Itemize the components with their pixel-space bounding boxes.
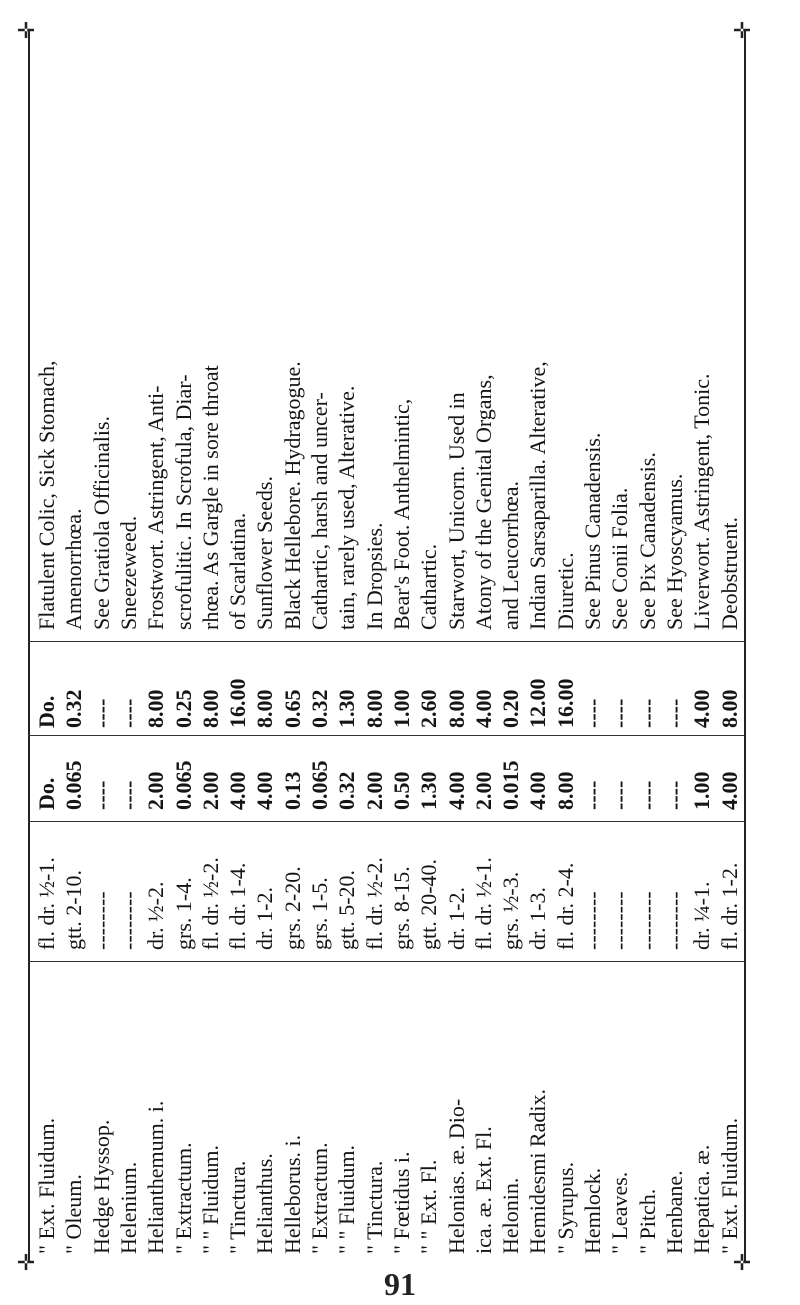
price-small-cell: 0.32 bbox=[334, 771, 360, 810]
drug-name-cell: " Pitch. bbox=[634, 1188, 660, 1254]
dose-cell: gtt. 2-10. bbox=[61, 869, 87, 950]
rotated-page bbox=[15, 20, 756, 1272]
properties-cell: rhœa. As Gargle in sore throat bbox=[197, 365, 223, 630]
properties-cell: Frostwort. Astringent, Anti- bbox=[143, 385, 169, 630]
price-large-cell: 0.25 bbox=[170, 689, 196, 728]
dose-cell: dr. 1-2. bbox=[252, 887, 278, 950]
table-row bbox=[689, 30, 714, 1262]
dose-cell: grs. 1-4. bbox=[170, 877, 196, 950]
price-small-cell: ---- bbox=[580, 780, 605, 810]
corner-cross-icon: ✛ bbox=[15, 1252, 40, 1272]
dose-cell: -------- bbox=[580, 891, 605, 950]
drug-name-cell: Helianthus. bbox=[252, 1153, 278, 1254]
price-large-cell: 16.00 bbox=[225, 678, 251, 728]
properties-cell: See Gratiola Officinalis. bbox=[88, 415, 114, 630]
dose-cell: fl. dr. ½-1. bbox=[470, 857, 496, 950]
properties-cell: Indian Sarsaparilla. Alterative, bbox=[525, 361, 551, 630]
table-row bbox=[607, 30, 632, 1262]
price-large-cell: 4.00 bbox=[689, 689, 715, 728]
price-large-cell: 12.00 bbox=[525, 678, 551, 728]
price-small-cell: 4.00 bbox=[252, 771, 278, 810]
corner-cross-icon: ✛ bbox=[731, 20, 756, 40]
price-large-cell: 0.65 bbox=[279, 689, 305, 728]
price-large-cell: 4.00 bbox=[470, 689, 496, 728]
price-large-cell: 16.00 bbox=[552, 678, 578, 728]
dose-cell: fl. dr. 1-4. bbox=[225, 862, 251, 950]
table-row bbox=[334, 30, 359, 1262]
properties-cell: Cathartic, harsh and uncer- bbox=[307, 392, 332, 630]
drug-name-cell: " Fœtidus i. bbox=[388, 1151, 414, 1254]
drug-name-cell: " Extractum. bbox=[170, 1142, 196, 1254]
price-small-cell: 2.00 bbox=[197, 771, 223, 810]
properties-cell: Deobstruent. bbox=[716, 516, 742, 630]
price-large-cell: ---- bbox=[661, 698, 687, 728]
dose-cell: dr. 1-3. bbox=[525, 887, 551, 950]
properties-cell: Black Hellebore. Hydragogue. bbox=[279, 361, 305, 630]
price-small-cell: ---- bbox=[661, 780, 687, 810]
drug-name-cell: Hemidesmi Radix. bbox=[525, 1089, 551, 1254]
price-large-cell: 8.00 bbox=[143, 689, 169, 728]
drug-name-cell: Hemlock. bbox=[580, 1167, 605, 1254]
page-number: 91 bbox=[384, 1266, 416, 1302]
price-small-cell: 2.00 bbox=[470, 771, 496, 810]
table-row bbox=[662, 30, 687, 1262]
price-large-cell: 8.00 bbox=[252, 689, 278, 728]
table-row bbox=[61, 30, 86, 1262]
dose-cell: grs. 1-5. bbox=[307, 877, 332, 950]
corner-cross-icon: ✛ bbox=[731, 1252, 756, 1272]
properties-cell: Sneezeweed. bbox=[115, 515, 141, 630]
dose-cell: fl. dr. 2-4. bbox=[552, 862, 578, 950]
drug-name-cell: " Tinctura. bbox=[225, 1160, 251, 1254]
price-small-cell: ---- bbox=[88, 780, 114, 810]
table-row bbox=[416, 30, 441, 1262]
table-row bbox=[116, 30, 141, 1262]
dose-cell: grs. ½-3. bbox=[498, 871, 524, 950]
table-row bbox=[444, 30, 469, 1262]
price-small-cell: 0.50 bbox=[388, 771, 414, 810]
drug-name-cell: Helianthemum. i. bbox=[143, 1100, 169, 1254]
price-small-cell: ---- bbox=[634, 780, 660, 810]
dose-cell: fl. dr. ½-2. bbox=[197, 857, 223, 950]
table-row bbox=[307, 30, 332, 1262]
table-row bbox=[389, 30, 414, 1262]
drug-name-cell: " Ext. Fluidum. bbox=[716, 1117, 742, 1254]
price-large-cell: ---- bbox=[580, 698, 605, 728]
table-row bbox=[89, 30, 114, 1262]
drug-name-cell: " " Fluidum. bbox=[334, 1144, 360, 1254]
price-small-cell: 1.00 bbox=[689, 771, 715, 810]
price-small-cell: ---- bbox=[607, 780, 633, 810]
properties-cell: Bear's Foot. Anthelmintic, bbox=[388, 398, 414, 630]
price-small-cell: 4.00 bbox=[716, 771, 742, 810]
price-large-cell: 1.00 bbox=[388, 689, 414, 728]
table-row bbox=[252, 30, 277, 1262]
properties-cell: Flatulent Colic, Sick Stomach, bbox=[34, 360, 59, 630]
table-row bbox=[471, 30, 496, 1262]
table-row bbox=[34, 30, 59, 1262]
price-large-cell: 1.30 bbox=[334, 689, 360, 728]
table-row bbox=[717, 30, 742, 1262]
price-small-cell: 0.13 bbox=[279, 771, 305, 810]
properties-cell: Liverwort. Astringent, Tonic. bbox=[689, 373, 715, 630]
price-small-cell: 2.00 bbox=[143, 771, 169, 810]
properties-cell: Amenorrhœa. bbox=[61, 508, 87, 630]
price-large-cell: Do. bbox=[34, 695, 59, 728]
drug-name-cell: Helonias. æ. Dio- bbox=[443, 1098, 469, 1254]
dose-cell: -------- bbox=[634, 891, 660, 950]
dose-cell: -------- bbox=[88, 891, 114, 950]
price-large-cell: ---- bbox=[115, 698, 141, 728]
dose-cell: dr. ½-2. bbox=[143, 881, 169, 950]
table-row bbox=[553, 30, 578, 1262]
table-row bbox=[280, 30, 305, 1262]
properties-cell: Starwort, Unicorn. Used in bbox=[443, 392, 469, 630]
dose-cell: gtt. 20-40. bbox=[416, 858, 442, 950]
dose-cell: grs. 2-20. bbox=[279, 866, 305, 950]
dose-cell: dr. 1-2. bbox=[443, 887, 469, 950]
price-small-cell: 4.00 bbox=[225, 771, 251, 810]
dose-cell: fl. dr. 1-2. bbox=[716, 862, 742, 950]
price-large-cell: 0.20 bbox=[498, 689, 524, 728]
dose-cell: gtt. 5-20. bbox=[334, 869, 360, 950]
price-small-cell: 0.015 bbox=[498, 760, 524, 810]
properties-cell: scrofulitic. In Scrofula, Diar- bbox=[170, 374, 196, 630]
price-large-cell: 2.60 bbox=[416, 689, 442, 728]
table-row bbox=[498, 30, 523, 1262]
properties-cell: Atony of the Genital Organs, bbox=[470, 374, 496, 630]
drug-name-cell: " Oleum. bbox=[61, 1174, 87, 1254]
price-large-cell: ---- bbox=[88, 698, 114, 728]
price-small-cell: 0.065 bbox=[61, 760, 87, 810]
drug-name-cell: " " Ext. Fl. bbox=[416, 1159, 442, 1254]
properties-cell: Cathartic. bbox=[416, 543, 442, 630]
drug-name-cell: Helenium. bbox=[115, 1161, 141, 1254]
properties-cell: See Conii Folia. bbox=[607, 487, 633, 630]
table-row bbox=[143, 30, 168, 1262]
properties-cell: See Hyoscyamus. bbox=[661, 473, 687, 630]
table-row bbox=[362, 30, 387, 1262]
drug-name-cell: " Ext. Fluidum. bbox=[34, 1117, 59, 1254]
price-small-cell: 8.00 bbox=[552, 771, 578, 810]
properties-cell: tain, rarely used, Alterative. bbox=[334, 385, 360, 630]
properties-cell: Diuretic. bbox=[552, 552, 578, 630]
price-small-cell: 0.065 bbox=[170, 760, 196, 810]
price-large-cell: 0.32 bbox=[307, 689, 332, 728]
drug-name-cell: " Syrupus. bbox=[552, 1161, 578, 1254]
properties-cell: See Pinus Canadensis. bbox=[580, 432, 605, 630]
price-large-cell: 8.00 bbox=[197, 689, 223, 728]
drug-name-cell: Hedge Hyssop. bbox=[88, 1119, 114, 1254]
table-row bbox=[525, 30, 550, 1262]
price-large-cell: 8.00 bbox=[716, 689, 742, 728]
dose-cell: dr. ¼-1. bbox=[689, 881, 715, 950]
dose-cell: fl. dr. ½-2. bbox=[361, 857, 387, 950]
table-row bbox=[225, 30, 250, 1262]
dose-cell: -------- bbox=[115, 891, 141, 950]
properties-cell: and Leucorrhœa. bbox=[498, 480, 524, 630]
drug-name-cell: Helleborus. i. bbox=[279, 1134, 305, 1254]
dose-cell: -------- bbox=[607, 891, 633, 950]
drug-name-cell: Henbane. bbox=[661, 1170, 687, 1254]
price-small-cell: 2.00 bbox=[361, 771, 387, 810]
properties-cell: See Pix Canadensis. bbox=[634, 452, 660, 630]
price-large-cell: 8.00 bbox=[361, 689, 387, 728]
properties-cell: Sunflower Seeds. bbox=[252, 476, 278, 630]
dose-cell: fl. dr. ½-1. bbox=[34, 857, 59, 950]
corner-cross-icon: ✛ bbox=[15, 20, 40, 40]
table-row bbox=[580, 30, 605, 1262]
top-rule bbox=[28, 30, 30, 1262]
price-small-cell: ---- bbox=[115, 780, 141, 810]
table-row bbox=[635, 30, 660, 1262]
drug-name-cell: Hepatica. æ. bbox=[689, 1144, 715, 1254]
drug-name-cell: " Leaves. bbox=[607, 1171, 633, 1254]
properties-cell: of Scarlatina. bbox=[225, 512, 251, 630]
drug-name-cell: Helonin. bbox=[498, 1177, 524, 1254]
price-large-cell: ---- bbox=[634, 698, 660, 728]
drug-name-cell: " " Fluidum. bbox=[197, 1144, 223, 1254]
price-small-cell: 0.065 bbox=[307, 760, 332, 810]
drug-name-cell: " Tinctura. bbox=[361, 1160, 387, 1254]
dose-cell: grs. 8-15. bbox=[388, 866, 414, 950]
table-row bbox=[198, 30, 223, 1262]
price-small-cell: Do. bbox=[34, 777, 59, 810]
price-large-cell: ---- bbox=[607, 698, 633, 728]
table-row bbox=[171, 30, 196, 1262]
price-small-cell: 4.00 bbox=[443, 771, 469, 810]
bottom-rule bbox=[744, 30, 746, 1262]
price-small-cell: 4.00 bbox=[525, 771, 551, 810]
dose-cell: -------- bbox=[661, 891, 687, 950]
price-large-cell: 8.00 bbox=[443, 689, 469, 728]
properties-cell: In Dropsies. bbox=[361, 522, 387, 630]
price-small-cell: 1.30 bbox=[416, 771, 442, 810]
drug-name-cell: ica. æ. Ext. Fl. bbox=[470, 1126, 496, 1254]
drug-name-cell: " Extractum. bbox=[307, 1142, 332, 1254]
price-large-cell: 0.32 bbox=[61, 689, 87, 728]
